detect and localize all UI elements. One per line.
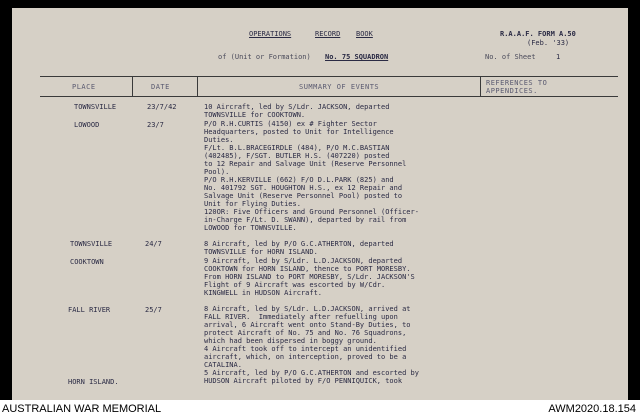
row-place: TOWNSVILLE (70, 240, 113, 248)
row-summary: 10 Aircraft, led by S/Ldr. JACKSON, departed TOWNSVILLE for COOKTOWN. (204, 103, 390, 119)
title-record: RECORD (315, 30, 341, 38)
row-place: TOWNSVILLE (74, 103, 117, 111)
footer-accession-number: AWM2020.18.154 (548, 403, 636, 415)
sheet-label: No. of Sheet (485, 53, 536, 61)
row-summary: 8 Aircraft, led by P/O G.C.ATHERTON, departed TOWNSVILLE for HORN ISLAND. (204, 240, 394, 256)
row-place: COOKTOWN (70, 258, 104, 266)
row-place: HORN ISLAND. (68, 378, 119, 386)
row-date: 23/7 (147, 121, 164, 129)
unit-label: of (Unit or Formation) (218, 53, 311, 61)
column-header-date: DATE (151, 83, 170, 91)
title-book: BOOK (356, 30, 373, 38)
column-header-place: PLACE (72, 83, 96, 91)
record-sheet (12, 8, 628, 400)
row-summary: 5 Aircraft, led by P/O G.C.ATHERTON and escorted by HUDSON Aircraft piloted by F/O PENNIQUICK, took (204, 369, 419, 385)
sheet-number: 1 (556, 53, 561, 61)
column-divider (132, 76, 133, 96)
header-rule-bottom (40, 96, 618, 97)
unit-name: No. 75 SQUADRON (325, 53, 389, 61)
column-header-summary: SUMMARY OF EVENTS (299, 83, 380, 91)
footer-institution: AUSTRALIAN WAR MEMORIAL (2, 403, 162, 415)
row-date: 24/7 (145, 240, 162, 248)
row-place: LOWOOD (74, 121, 100, 129)
row-summary: P/O R.H.CURTIS (4150) ex # Fighter Sector Headquarters, posted to Unit for Intelligence Duties. F/Lt. B.L.BRACEGIRDLE (484), P/O M.C.BASTIAN (402485), F/SGT. BUTLER H.S. (407220) posted to 12 Repair and Salvage Unit (Reserve Personnel Pool). P/O R.H.KERVILLE (662) F/O D.L.PARK (825) and No. 401792 SGT. HOUGHTON H.S., ex 12 Repair and Salvage Unit (Reserve Personnel Pool) posted to Unit for Flying Duties. 120OR: Five Officers and Ground Personnel (Officer- in-Charge F/Lt. D. SWANN), departed by rail from LOWOOD for TOWNSVILLE. (204, 120, 419, 232)
caption-bar (0, 400, 640, 420)
column-header-references: REFERENCES TO APPENDICES. (486, 79, 548, 95)
row-summary: 9 Aircraft, led by S/Ldr. L.D.JACKSON, departed COOKTOWN for HORN ISLAND, thence to PORT MORESBY. From HORN ISLAND to PORT MORESBY, S/Ldr. JACKSON'S Flight of 9 Aircraft was escorted by W/Cdr. KINGWELL in HUDSON Aircraft. (204, 257, 415, 297)
column-divider (197, 76, 198, 96)
row-date: 23/7/42 (147, 103, 177, 111)
row-place: FALL RIVER (68, 306, 111, 314)
form-date: (Feb. '33) (527, 39, 570, 47)
column-divider (480, 76, 481, 96)
form-number: R.A.A.F. FORM A.50 (500, 30, 576, 38)
title-operations: OPERATIONS (249, 30, 292, 38)
header-rule-top (40, 76, 618, 77)
row-summary: 8 Aircraft, led by S/Ldr. L.D.JACKSON, arrived at FALL RIVER. Immediately after refuelling upon arrival, 6 Aircraft went onto Stand-By Duties, to protect Aircraft of No. 75 and No. 76 Squadrons, which had been dispersed in boggy ground. 4 Aircraft took off to intercept an unidentified aircraft, which, on interception, proved to be a CATALINA. (204, 305, 411, 369)
row-date: 25/7 (145, 306, 162, 314)
